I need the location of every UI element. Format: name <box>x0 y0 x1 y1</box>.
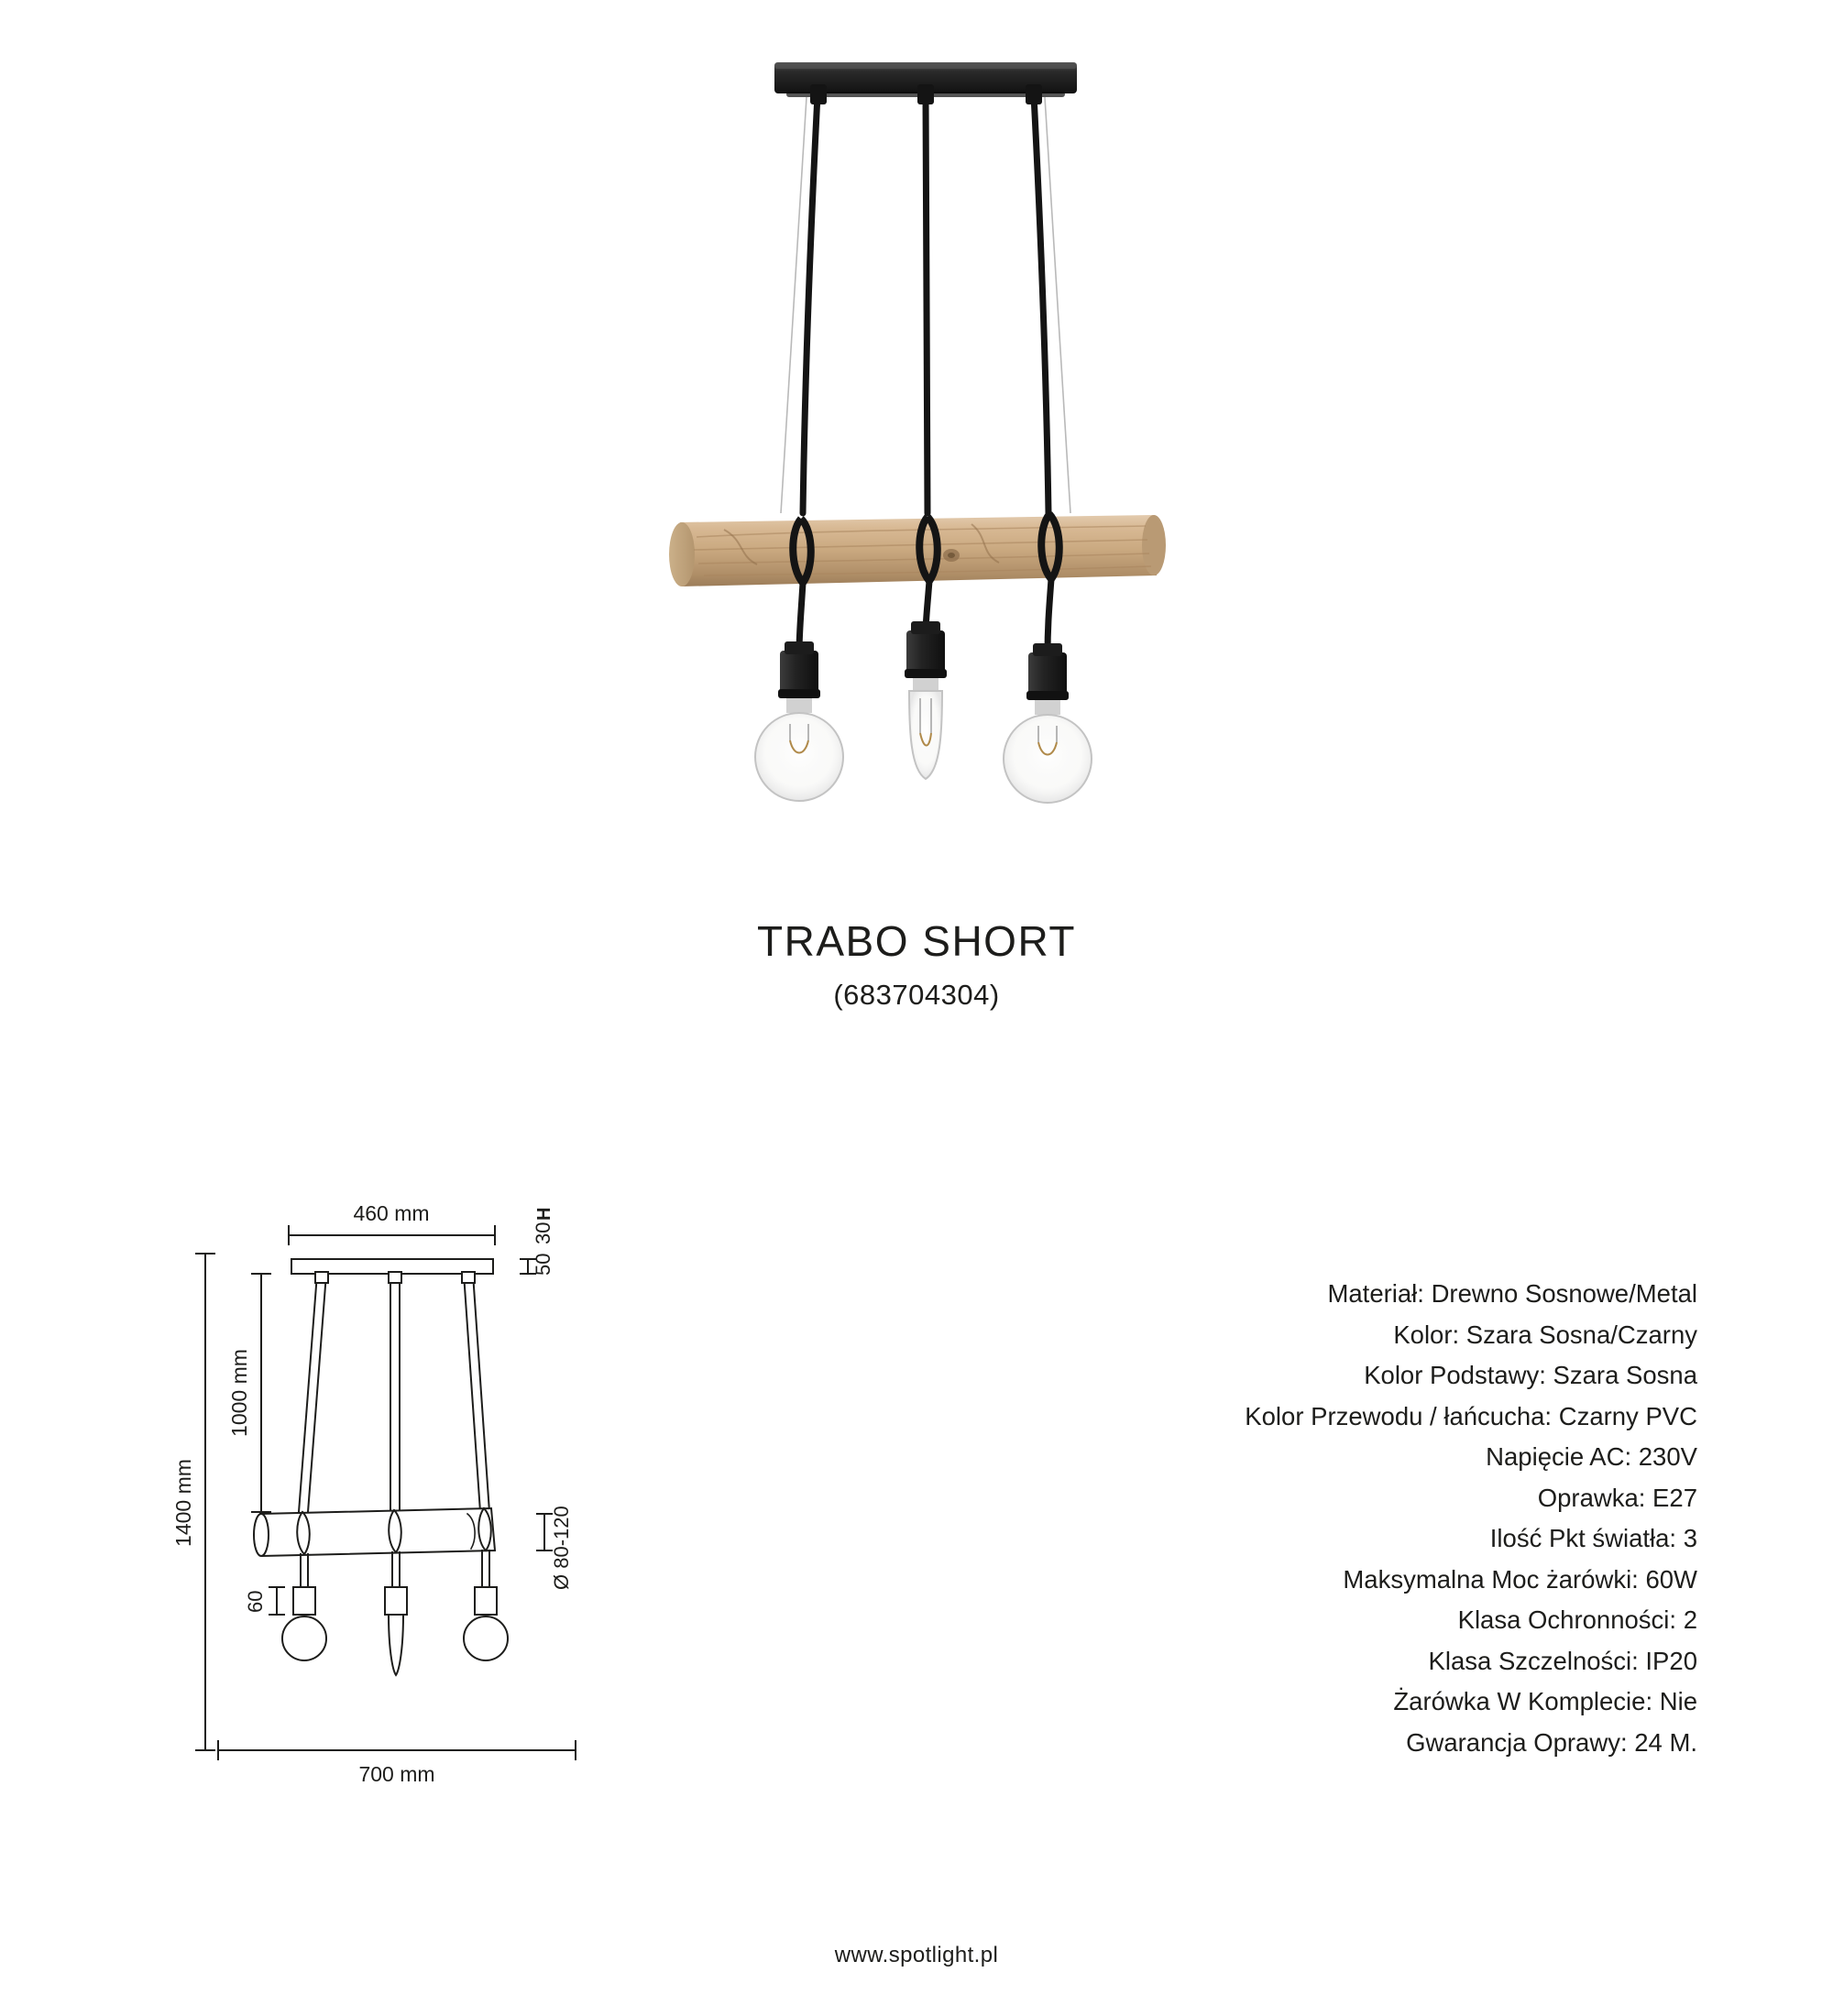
title-block <box>0 916 1833 1012</box>
dim-label-socket-height: 60 <box>244 1590 267 1613</box>
lamp-holder-1 <box>778 641 820 698</box>
footer-website[interactable]: www.spotlight.pl <box>834 1943 999 1967</box>
dim-label-canopy-depth: 50 <box>532 1253 554 1276</box>
spec-item: Materiał: Drewno Sosnowe/Metal <box>1327 1279 1697 1308</box>
bulb-right <box>1004 700 1092 803</box>
spec-item: Klasa Szczelności: IP20 <box>1428 1646 1697 1675</box>
dim-label-total-height: 1400 mm <box>171 1459 195 1547</box>
product-name: TRABO SHORT <box>757 917 1076 965</box>
spec-item: Napięcie AC: 230V <box>1486 1442 1697 1471</box>
product-photo <box>0 0 1833 861</box>
product-code: (683704304) <box>833 979 1000 1011</box>
lamp-holder-2 <box>905 621 947 678</box>
bulb-center <box>909 678 942 779</box>
dim-label-width-top: 460 mm <box>353 1201 430 1225</box>
dim-label-canopy-height: 30 <box>532 1222 554 1244</box>
spec-item: Gwarancja Oprawy: 24 M. <box>1406 1727 1697 1757</box>
bulb-left <box>755 698 843 801</box>
technical-drawing <box>165 1173 807 1869</box>
dim-label-width-bottom: 700 mm <box>358 1762 435 1786</box>
spec-item: Kolor Podstawy: Szara Sosna <box>1364 1361 1697 1389</box>
spec-item: Ilość Pkt światła: 3 <box>1489 1524 1697 1552</box>
dim-label-canopy-letter: H <box>534 1207 554 1221</box>
spec-item: Maksymalna Moc żarówki: 60W <box>1343 1564 1697 1594</box>
dim-label-cable-length: 1000 mm <box>227 1349 251 1437</box>
specification-list <box>1019 1274 1697 1763</box>
spec-item: Kolor Przewodu / łańcucha: Czarny PVC <box>1245 1401 1697 1430</box>
spec-item: Kolor: Szara Sosna/Czarny <box>1393 1320 1697 1349</box>
spec-item: Klasa Ochronności: 2 <box>1457 1605 1697 1634</box>
spec-item: Oprawka: E27 <box>1537 1483 1697 1512</box>
dim-label-beam-diameter: Ø 80-120 <box>550 1506 573 1590</box>
wooden-beam <box>669 514 1166 586</box>
lamp-holder-3 <box>1026 643 1069 700</box>
spec-item: Żarówka W Komplecie: Nie <box>1393 1687 1697 1715</box>
